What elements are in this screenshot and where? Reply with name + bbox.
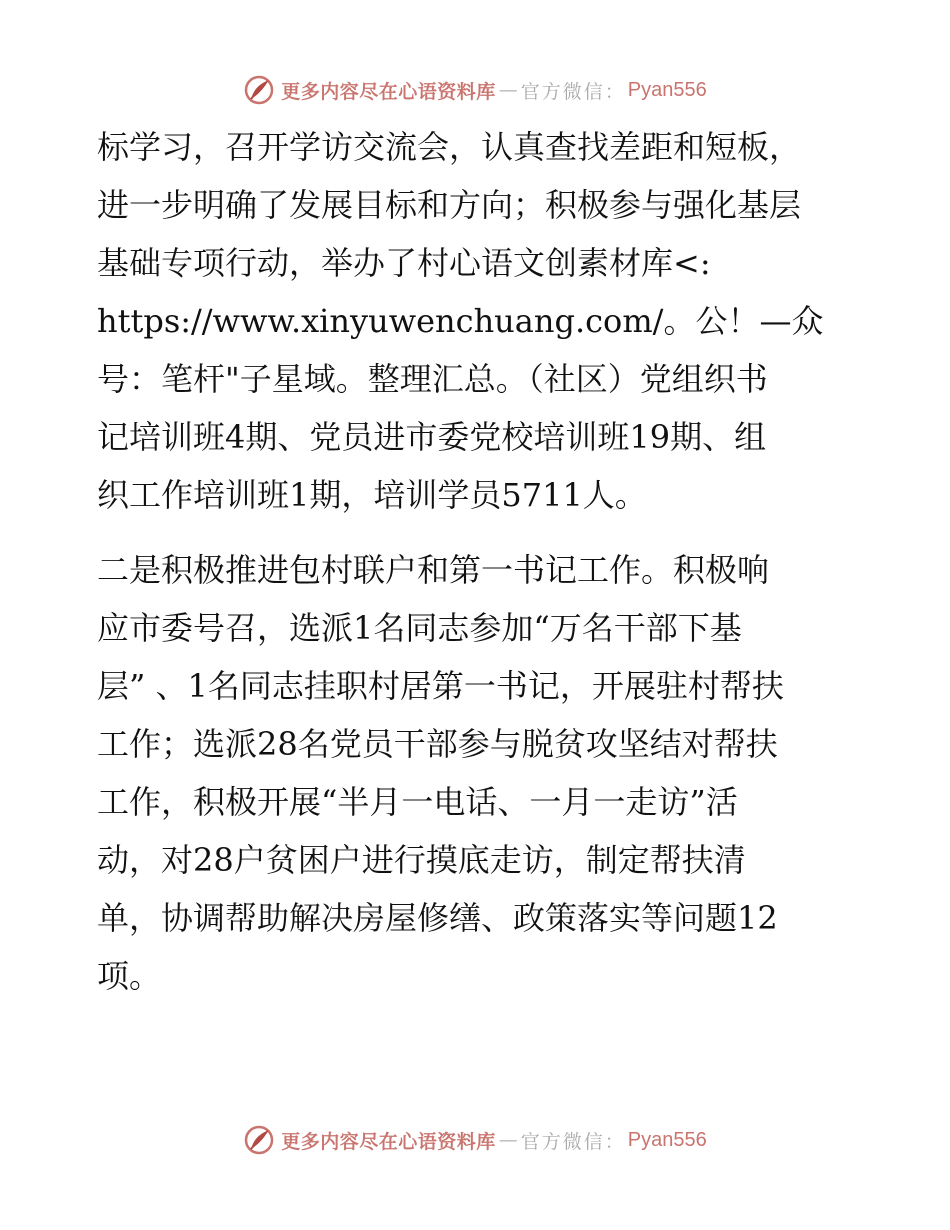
text-line: 应市委号召，选派1名同志参加“万名干部下基 bbox=[97, 609, 742, 647]
watermark-official: 官方微信： bbox=[520, 1130, 626, 1153]
text-line: 二是积极推进包村联户和第一书记工作。积极响 bbox=[97, 551, 770, 589]
watermark-brand: 更多内容尽在心语资料库 bbox=[281, 1130, 496, 1153]
text-line: 记培训班4期、党员进市委党校培训班19期、组 bbox=[97, 418, 767, 456]
document-body bbox=[97, 118, 897, 1005]
watermark-wechat-id: Pyan556 bbox=[627, 78, 707, 101]
watermark-brand: 更多内容尽在心语资料库 bbox=[281, 80, 496, 103]
text-line: 基础专项行动，举办了村心语文创素材库<: bbox=[97, 244, 711, 282]
text-line: 进一步明确了发展目标和方向；积极参与强化基层 bbox=[97, 186, 802, 224]
watermark-separator: — bbox=[498, 1129, 518, 1151]
paragraph-1 bbox=[97, 118, 897, 524]
watermark-official: 官方微信： bbox=[520, 80, 626, 103]
footer-watermark bbox=[0, 1120, 950, 1160]
text-line: 工作；选派28名党员干部参与脱贫攻坚结对帮扶 bbox=[97, 725, 778, 763]
text-line: 项。 bbox=[97, 957, 162, 995]
watermark-wechat-id: Pyan556 bbox=[627, 1128, 707, 1151]
text-line: https://www.xinyuwenchuang.com/。公！—众 bbox=[97, 302, 824, 340]
watermark-separator: — bbox=[498, 79, 518, 101]
quill-logo-icon bbox=[243, 74, 275, 106]
text-line: 层” 、1名同志挂职村居第一书记，开展驻村帮扶 bbox=[97, 667, 784, 705]
text-line: 动，对28户贫困户进行摸底走访，制定帮扶清 bbox=[97, 841, 746, 879]
text-line: 工作，积极开展“半月一电话、一月一走访”活 bbox=[97, 783, 738, 821]
header-watermark bbox=[0, 70, 950, 110]
paragraph-2 bbox=[97, 541, 897, 1005]
text-line: 标学习，召开学访交流会，认真查找差距和短板， bbox=[97, 128, 802, 166]
text-line: 单，协调帮助解决房屋修缮、政策落实等问题12 bbox=[97, 899, 778, 937]
text-line: 号：笔杆"子星域。整理汇总。（社区）党组织书 bbox=[97, 360, 768, 398]
quill-logo-icon bbox=[243, 1124, 275, 1156]
text-line: 织工作培训班1期，培训学员5711人。 bbox=[97, 476, 647, 514]
